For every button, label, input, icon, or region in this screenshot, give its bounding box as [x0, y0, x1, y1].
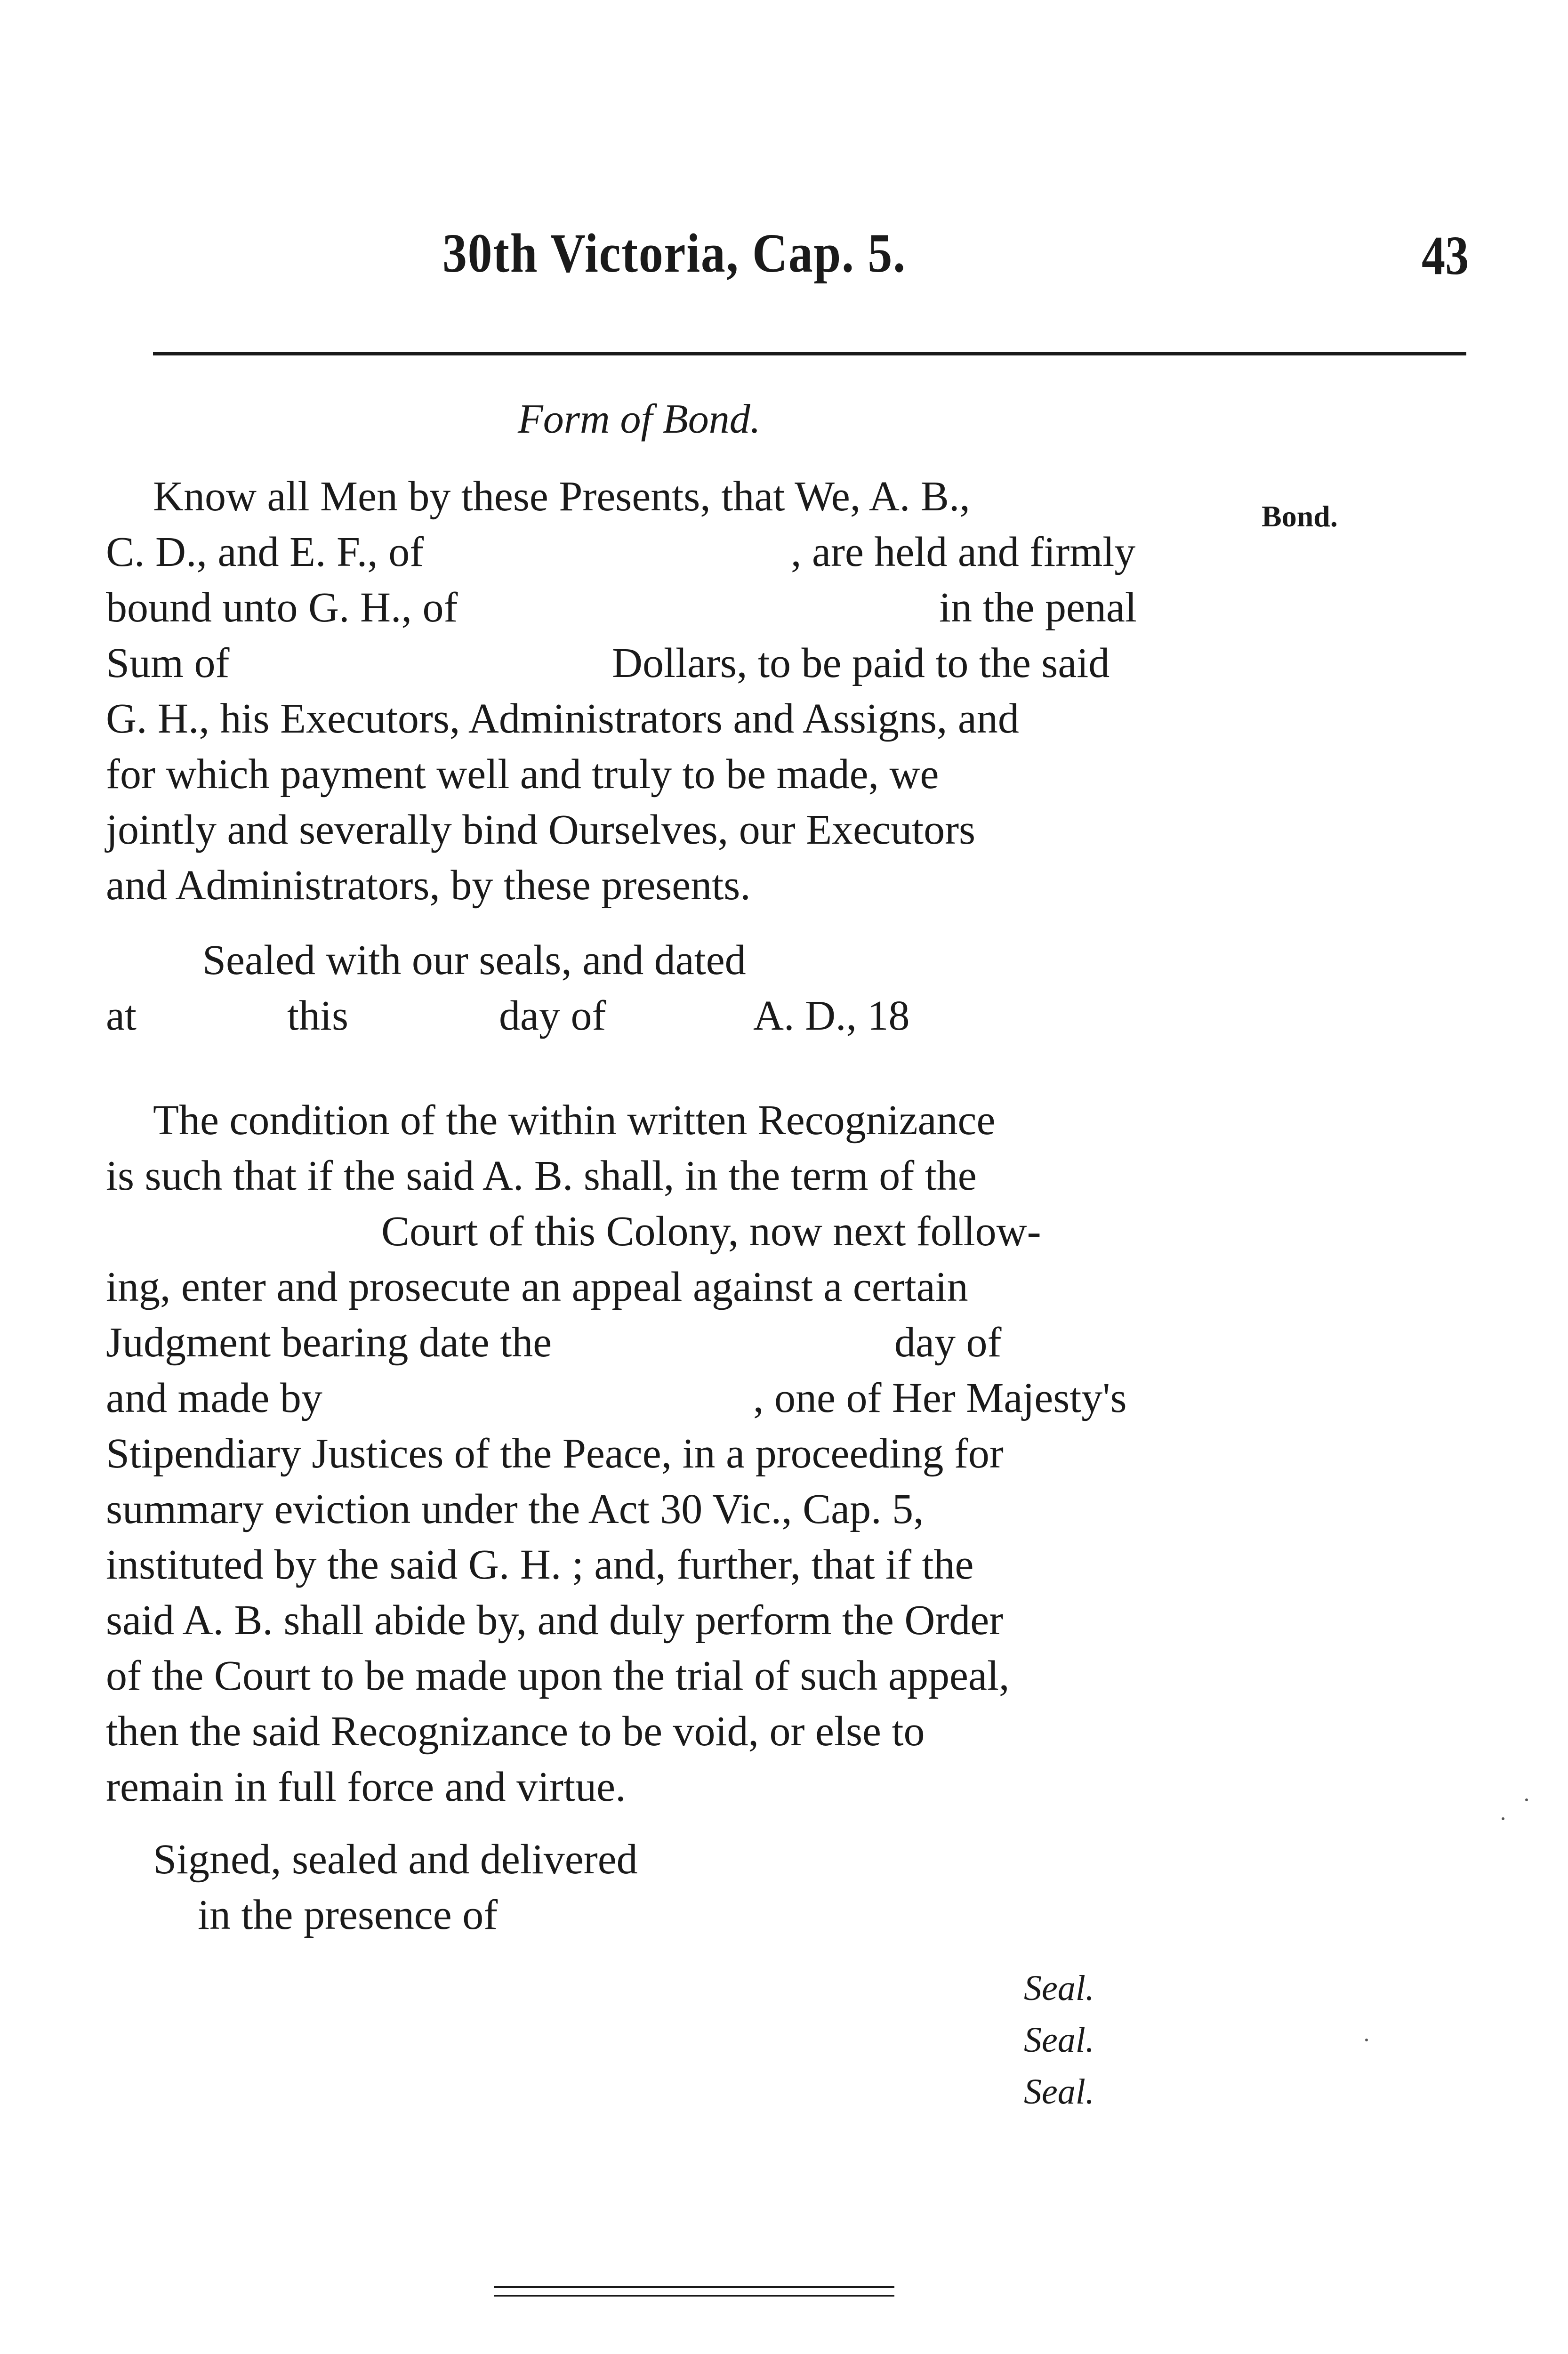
condition-line-4: ing, enter and prosecute an appeal against a certain: [106, 1264, 968, 1310]
condition-line-12: then the said Recognizance to be void, or else to: [106, 1708, 925, 1755]
condition-line-8: summary eviction under the Act 30 Vic., Cap. 5,: [106, 1486, 924, 1532]
sealed-line: Sealed with our seals, and dated: [202, 937, 746, 984]
sealed-at: at: [106, 992, 137, 1039]
header-rule: [153, 352, 1466, 355]
running-head-title: 30th Victoria, Cap. 5.: [442, 222, 906, 284]
seal-1: Seal.: [1024, 1968, 1094, 2008]
sealed-ad: A. D., 18: [753, 992, 910, 1039]
scan-speck: [1525, 1798, 1528, 1801]
signed-line-2: in the presence of: [198, 1892, 498, 1938]
condition-line-1: The condition of the within written Recognizance: [153, 1097, 996, 1144]
page-number: 43: [1422, 225, 1469, 286]
condition-line-11: of the Court to be made upon the trial of such appeal,: [106, 1653, 1010, 1699]
bond-line-4-left: Sum of: [106, 640, 230, 686]
condition-line-3: Court of this Colony, now next follow-: [381, 1208, 1041, 1255]
bond-line-2-left: C. D., and E. F., of: [106, 529, 424, 575]
bond-line-6: for which payment well and truly to be made, we: [106, 751, 939, 798]
condition-line-7: Stipendiary Justices of the Peace, in a proceeding for: [106, 1430, 1004, 1477]
bond-line-3-right: in the penal: [939, 584, 1137, 631]
scan-speck: [1365, 2039, 1368, 2041]
end-rule-bottom: [494, 2295, 894, 2297]
bond-line-4-right: Dollars, to be paid to the said: [612, 640, 1110, 686]
bond-line-3-left: bound unto G. H., of: [106, 584, 458, 631]
sealed-day-of: day of: [499, 992, 606, 1039]
signed-line-1: Signed, sealed and delivered: [153, 1836, 638, 1883]
bond-line-7: jointly and severally bind Ourselves, our Executors: [106, 806, 976, 853]
form-heading: Form of Bond.: [518, 396, 761, 442]
seal-2: Seal.: [1024, 2020, 1094, 2060]
condition-line-13: remain in full force and virtue.: [106, 1764, 626, 1810]
condition-line-2: is such that if the said A. B. shall, in the term of the: [106, 1153, 977, 1199]
bond-line-1: Know all Men by these Presents, that We, A. B.,: [153, 473, 970, 520]
condition-line-5-right: day of: [894, 1319, 1002, 1366]
condition-line-10: said A. B. shall abide by, and duly perform the Order: [106, 1597, 1004, 1644]
end-rule-top: [494, 2286, 894, 2288]
condition-line-5-left: Judgment bearing date the: [106, 1319, 552, 1366]
condition-line-6-right: , one of Her Majesty's: [753, 1375, 1127, 1421]
condition-line-9: instituted by the said G. H. ; and, further, that if the: [106, 1541, 974, 1588]
condition-line-6-left: and made by: [106, 1375, 322, 1421]
bond-line-5: G. H., his Executors, Administrators and Assigns, and: [106, 695, 1019, 742]
sealed-this: this: [287, 992, 349, 1039]
margin-note: Bond.: [1262, 500, 1338, 533]
bond-line-8: and Administrators, by these presents.: [106, 862, 751, 909]
scan-speck: [1502, 1817, 1504, 1820]
seal-3: Seal.: [1024, 2072, 1094, 2112]
bond-line-2-right: , are held and firmly: [791, 529, 1136, 575]
